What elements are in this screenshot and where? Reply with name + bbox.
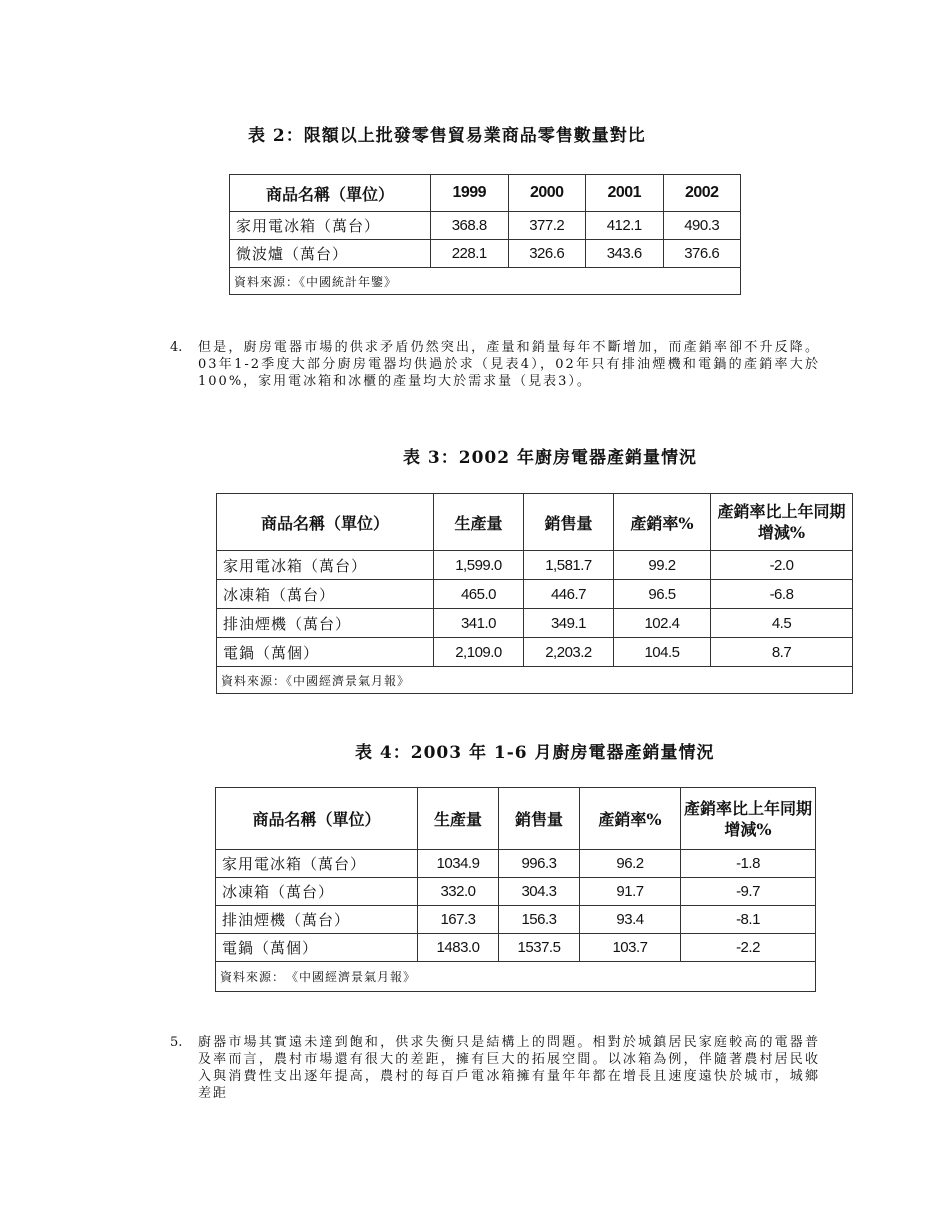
cell: 2,109.0 xyxy=(434,638,524,667)
cell: -2.2 xyxy=(681,934,816,962)
table3-header-ratio: 產銷率% xyxy=(614,494,711,551)
cell: 332.0 xyxy=(418,878,499,906)
row-label: 排油煙機（萬台） xyxy=(216,906,418,934)
row-label: 家用電冰箱（萬台） xyxy=(216,850,418,878)
cell: 1483.0 xyxy=(418,934,499,962)
cell: 2,203.2 xyxy=(524,638,614,667)
table2-header-2002: 2002 xyxy=(663,175,741,212)
table-row xyxy=(216,934,816,962)
table3 xyxy=(216,493,853,694)
table4-title: 表 4：2003 年 1-6 月廚房電器產銷量情況 xyxy=(355,743,715,763)
cell: 102.4 xyxy=(614,609,711,638)
cell: 996.3 xyxy=(499,850,580,878)
row-label: 冰凍箱（萬台） xyxy=(216,878,418,906)
table2 xyxy=(229,174,741,295)
table2-header-2001: 2001 xyxy=(586,175,664,212)
table2-header-name: 商品名稱（單位） xyxy=(230,175,431,212)
table4-header-sales: 銷售量 xyxy=(499,788,580,850)
table4-source: 資料來源： 《中國經濟景氣月報》 xyxy=(216,962,816,992)
cell: 104.5 xyxy=(614,638,711,667)
table4-header-change: 產銷率比上年同期增減% xyxy=(681,788,816,850)
cell: -2.0 xyxy=(711,551,853,580)
row-label: 電鍋（萬個） xyxy=(217,638,434,667)
cell: 412.1 xyxy=(586,212,664,240)
row-label: 排油煙機（萬台） xyxy=(217,609,434,638)
cell: 156.3 xyxy=(499,906,580,934)
table4-header-production: 生產量 xyxy=(418,788,499,850)
cell: 1,599.0 xyxy=(434,551,524,580)
cell: 304.3 xyxy=(499,878,580,906)
paragraph-text: 但是，廚房電器市場的供求矛盾仍然突出，產量和銷量每年不斷增加，而產銷率卻不升反降。03年1-2季度大部分廚房電器均供過於求（見表4），02年只有排油煙機和電鍋的產銷率大於100%，家用電冰箱和冰櫃的產量均大於需求量（見表3）。 xyxy=(198,340,820,389)
cell: 96.2 xyxy=(580,850,681,878)
cell: 8.7 xyxy=(711,638,853,667)
table-row xyxy=(216,878,816,906)
table-row xyxy=(216,850,816,878)
table3-header-name: 商品名稱（單位） xyxy=(217,494,434,551)
cell: -6.8 xyxy=(711,580,853,609)
table4-header-ratio: 產銷率% xyxy=(580,788,681,850)
cell: 1,581.7 xyxy=(524,551,614,580)
row-label: 家用電冰箱（萬台） xyxy=(230,212,431,240)
table-row xyxy=(230,240,741,268)
cell: 93.4 xyxy=(580,906,681,934)
cell: -1.8 xyxy=(681,850,816,878)
table4 xyxy=(215,787,816,992)
cell: 103.7 xyxy=(580,934,681,962)
cell: 446.7 xyxy=(524,580,614,609)
row-label: 家用電冰箱（萬台） xyxy=(217,551,434,580)
cell: 91.7 xyxy=(580,878,681,906)
cell: 465.0 xyxy=(434,580,524,609)
cell: 1537.5 xyxy=(499,934,580,962)
table2-source: 資料來源：《中國統計年鑒》 xyxy=(230,268,741,295)
table4-header-name: 商品名稱（單位） xyxy=(216,788,418,850)
row-label: 冰凍箱（萬台） xyxy=(217,580,434,609)
paragraph-4 xyxy=(170,339,820,390)
table-row xyxy=(217,609,853,638)
table-row xyxy=(217,551,853,580)
table3-header-sales: 銷售量 xyxy=(524,494,614,551)
table3-header-change: 產銷率比上年同期增減% xyxy=(711,494,853,551)
cell: -9.7 xyxy=(681,878,816,906)
paragraph-text: 廚器市場其實遠未達到飽和，供求失衡只是結構上的問題。相對於城鎮居民家庭較高的電器普及率而言，農村市場還有很大的差距，擁有巨大的拓展空間。以冰箱為例，伴隨著農村居民收入與消費性支出逐年提高，農村的每百戶電冰箱擁有量年年都在增長且速度遠快於城市，城鄉差距 xyxy=(198,1035,820,1101)
table-row xyxy=(217,580,853,609)
table3-header-production: 生產量 xyxy=(434,494,524,551)
table-row xyxy=(216,906,816,934)
cell: 341.0 xyxy=(434,609,524,638)
cell: 326.6 xyxy=(508,240,586,268)
table2-header-1999: 1999 xyxy=(431,175,509,212)
cell: 96.5 xyxy=(614,580,711,609)
cell: 349.1 xyxy=(524,609,614,638)
row-label: 電鍋（萬個） xyxy=(216,934,418,962)
table3-source: 資料來源：《中國經濟景氣月報》 xyxy=(217,667,853,694)
cell: -8.1 xyxy=(681,906,816,934)
row-label: 微波爐（萬台） xyxy=(230,240,431,268)
cell: 4.5 xyxy=(711,609,853,638)
cell: 490.3 xyxy=(663,212,741,240)
paragraph-number: 5. xyxy=(170,1035,183,1050)
table2-header-2000: 2000 xyxy=(508,175,586,212)
paragraph-number: 4. xyxy=(170,340,183,355)
cell: 376.6 xyxy=(663,240,741,268)
cell: 377.2 xyxy=(508,212,586,240)
table3-title: 表 3：2002 年廚房電器產銷量情況 xyxy=(403,448,697,468)
table-row xyxy=(230,212,741,240)
cell: 343.6 xyxy=(586,240,664,268)
cell: 167.3 xyxy=(418,906,499,934)
paragraph-5 xyxy=(170,1034,820,1102)
table-row xyxy=(217,638,853,667)
table2-title: 表 2：限額以上批發零售貿易業商品零售數量對比 xyxy=(248,126,646,146)
cell: 1034.9 xyxy=(418,850,499,878)
cell: 228.1 xyxy=(431,240,509,268)
cell: 99.2 xyxy=(614,551,711,580)
cell: 368.8 xyxy=(431,212,509,240)
